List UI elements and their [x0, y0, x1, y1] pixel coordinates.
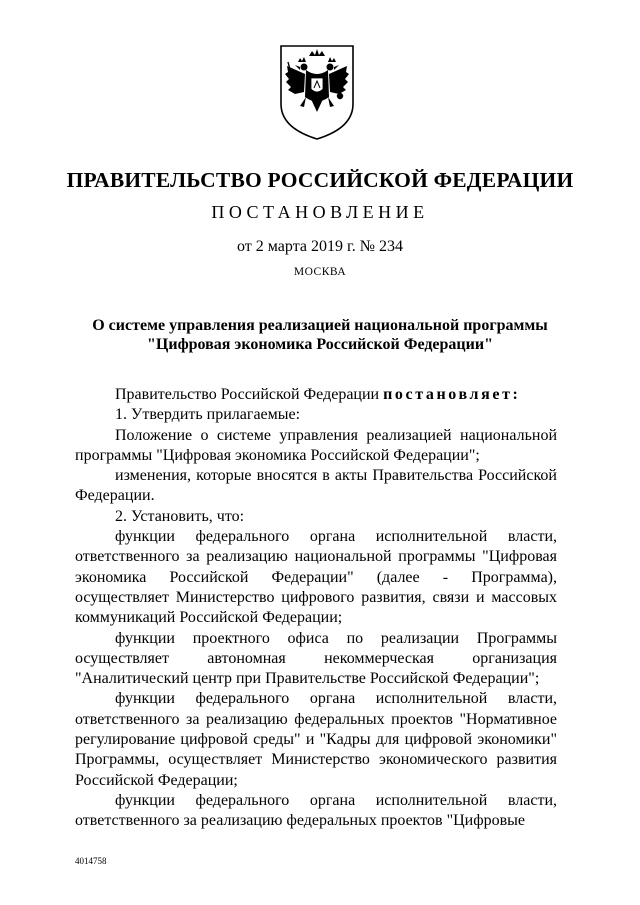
- decree-subject-line-2: "Цифровая экономика Российской Федерации": [147, 336, 493, 353]
- decree-verb: постановляет:: [383, 386, 521, 403]
- body-paragraph: функции проектного офиса по реализации Программы осуществляет автономная некоммерческая организация "Аналитический центр при Правительстве Российской Федерации";: [75, 629, 557, 688]
- body-paragraph: функции федерального органа исполнительной власти, ответственного за реализацию национальной программы "Цифровая экономика Российской Федерации" (далее - Программа), осуществляет Министерство цифрового развития, связи и массовых коммуникаций Российской Федерации;: [75, 528, 557, 627]
- decree-date-number: от 2 марта 2019 г. № 234: [237, 238, 403, 255]
- document-id: 4014758: [75, 856, 107, 866]
- body-paragraph: функции федерального органа исполнительной власти, ответственного за реализацию федеральных проектов "Цифровые: [75, 791, 557, 830]
- intro-text: Правительство Российской Федерации: [115, 386, 384, 403]
- decree-subject: [0, 316, 640, 354]
- russian-coat-of-arms-icon: [276, 42, 358, 142]
- body-paragraph: 2. Установить, что:: [115, 507, 245, 525]
- decree-body: [75, 385, 557, 832]
- body-paragraph: изменения, которые вносятся в акты Правительства Российской Федерации.: [75, 467, 557, 505]
- decree-subject-line-1: О системе управления реализацией национальной программы: [92, 317, 548, 334]
- intro-paragraph: [75, 385, 557, 405]
- government-title: ПРАВИТЕЛЬСТВО РОССИЙСКОЙ ФЕДЕРАЦИИ: [66, 168, 574, 192]
- body-paragraph: 1. Утвердить прилагаемые:: [115, 406, 301, 424]
- decree-type: ПОСТАНОВЛЕНИЕ: [211, 202, 429, 222]
- body-paragraph: Положение о системе управления реализацией национальной программы "Цифровая экономика Российской Федерации";: [75, 426, 557, 464]
- body-paragraph: функции федерального органа исполнительной власти, ответственного за реализацию федеральных проектов "Нормативное регулирование цифровой среды" и "Кадры для цифровой экономики" Программы, осуществляет Министерство экономического развития Российской Федерации;: [75, 690, 557, 789]
- decree-city: МОСКВА: [293, 266, 347, 278]
